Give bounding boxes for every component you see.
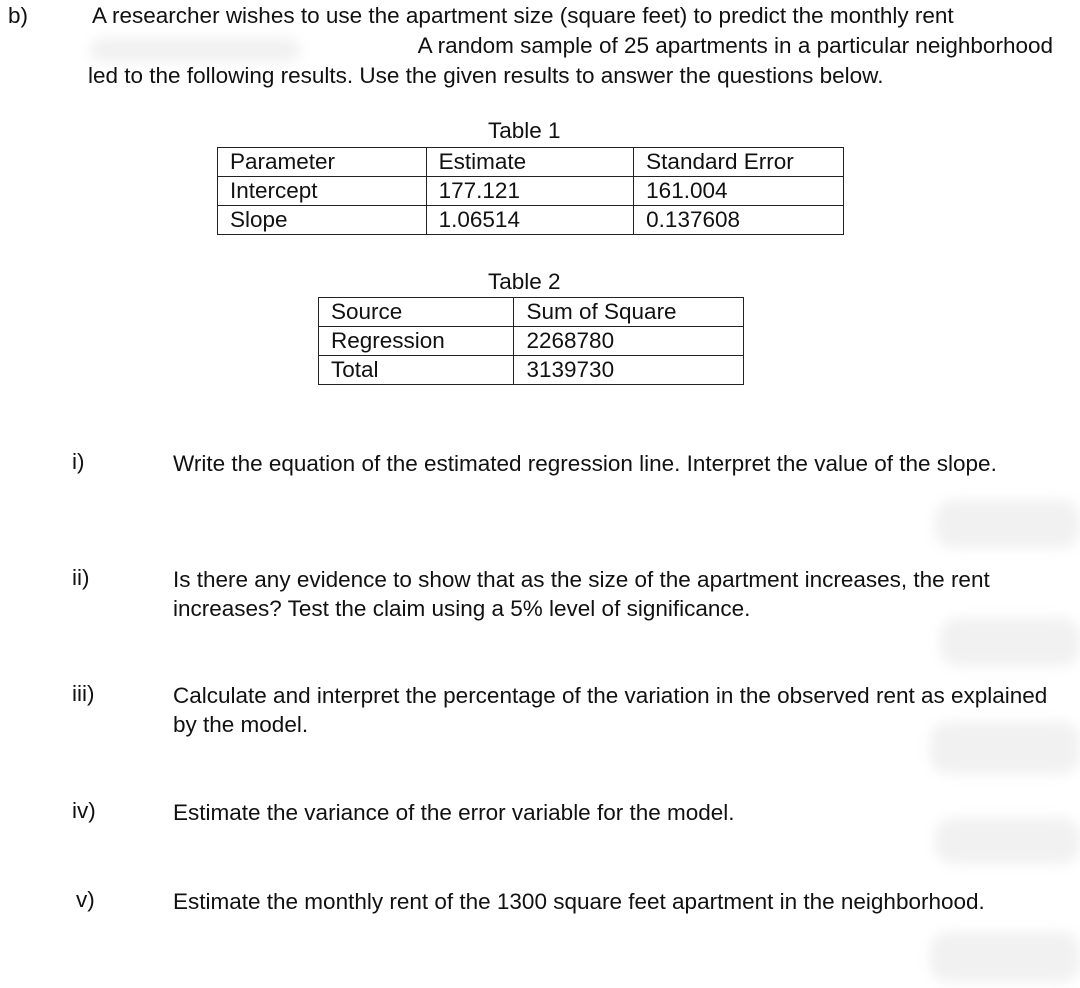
table2-header-row	[319, 298, 744, 327]
redaction-smudge	[935, 500, 1080, 548]
question-text: Estimate the variance of the error variable for the model.	[173, 800, 735, 825]
table1-header-row	[218, 148, 844, 177]
question-text: Calculate and interpret the percentage of the variation in the observed rent as explained by the model.	[173, 683, 1048, 737]
table1-header-cell: Parameter	[218, 148, 427, 177]
table1-cell: 161.004	[634, 177, 844, 206]
redaction-smudge	[90, 38, 300, 62]
question-label: iv)	[72, 798, 96, 823]
table2	[318, 297, 744, 385]
table2-header-cell: Sum of Square	[514, 298, 744, 327]
table2-header-cell: Source	[319, 298, 514, 327]
redaction-smudge	[940, 618, 1080, 666]
question-text: Write the equation of the estimated regression line. Interpret the value of the slope.	[173, 451, 997, 476]
table2-caption: Table 2	[488, 269, 561, 294]
table2-cell: Total	[319, 356, 514, 385]
table-row	[319, 356, 744, 385]
question-label: ii)	[72, 565, 90, 590]
part-label: b)	[8, 3, 29, 28]
redaction-smudge	[930, 932, 1080, 982]
table1-cell: 177.121	[426, 177, 634, 206]
table-row	[218, 206, 844, 235]
intro-line-1: A researcher wishes to use the apartment size (square feet) to predict the monthly rent	[92, 3, 954, 28]
intro-line-3: led to the following results. Use the given results to answer the questions below.	[88, 63, 884, 88]
table1-header-cell: Standard Error	[634, 148, 844, 177]
question-label: i)	[72, 449, 85, 474]
table1-header-cell: Estimate	[426, 148, 634, 177]
table2-cell: 3139730	[514, 356, 744, 385]
table1-cell: 1.06514	[426, 206, 634, 235]
table1-caption: Table 1	[488, 118, 561, 143]
table-row	[218, 177, 844, 206]
table1	[217, 147, 844, 235]
table1-cell: 0.137608	[634, 206, 844, 235]
table2-cell: Regression	[319, 327, 514, 356]
question-label: v)	[76, 887, 95, 912]
table1-cell: Slope	[218, 206, 427, 235]
question-text: Is there any evidence to show that as the size of the apartment increases, the rent increases? Test the claim using a 5% level of significance.	[173, 567, 990, 621]
question-text: Estimate the monthly rent of the 1300 square feet apartment in the neighborhood.	[173, 889, 985, 914]
table1-cell: Intercept	[218, 177, 427, 206]
question-label: iii)	[72, 681, 95, 706]
table2-cell: 2268780	[514, 327, 744, 356]
table-row	[319, 327, 744, 356]
intro-line-2: A random sample of 25 apartments in a particular neighborhood	[417, 33, 1053, 58]
